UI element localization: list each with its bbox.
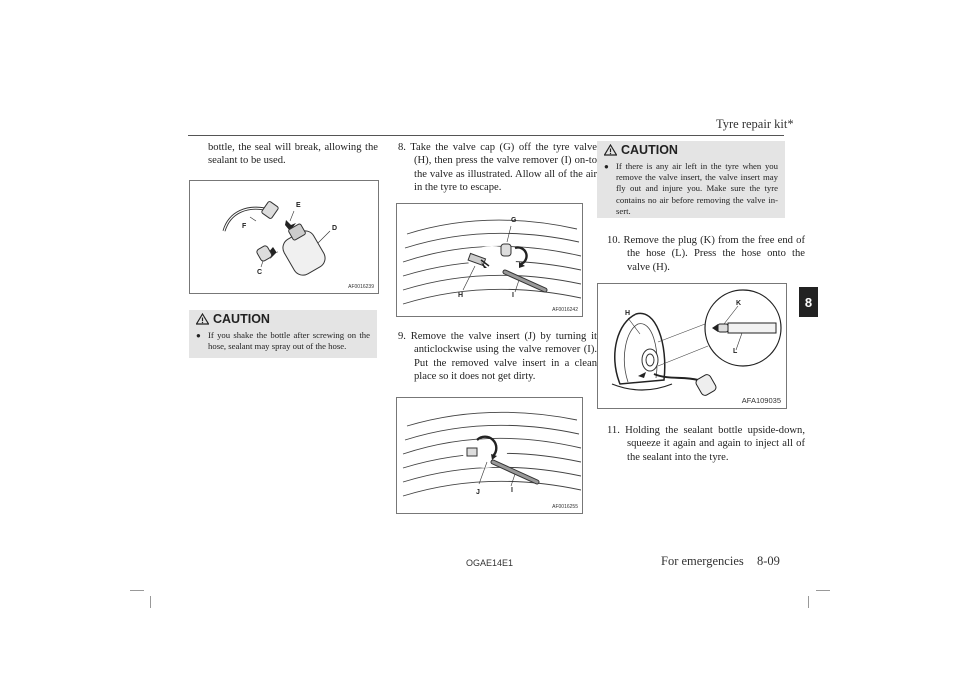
document-code: OGAE14E1 xyxy=(466,558,514,568)
figure1-label-d: D xyxy=(332,225,338,232)
caution-header xyxy=(189,310,377,327)
caution-box-shake xyxy=(189,310,377,358)
figure4-label-k: K xyxy=(736,300,742,307)
figure2-label-g: G xyxy=(511,217,517,224)
header-divider xyxy=(188,135,784,136)
figure4-id: AFA109035 xyxy=(741,396,781,405)
crop-mark xyxy=(808,596,809,608)
figure1-label-e: E xyxy=(296,202,301,209)
figure-hose-valve xyxy=(597,283,787,409)
figure1-id: AF0016239 xyxy=(348,284,374,290)
caution-text: If you shake the bottle after screwing on the hose, sealant may spray out of the hose. xyxy=(208,330,370,352)
chapter-tab[interactable]: 8 xyxy=(799,287,818,317)
bullet-icon: ● xyxy=(196,331,201,340)
figure3-id: AF0016255 xyxy=(552,504,578,510)
figure2-label-i: I xyxy=(512,292,514,299)
figure-valve-cap xyxy=(396,203,583,317)
warning-triangle-icon xyxy=(196,313,209,325)
figure-sealant-bottle xyxy=(189,180,379,294)
figure1-label-c: C xyxy=(257,269,263,276)
caution-heading: CAUTION xyxy=(213,311,270,326)
warning-triangle-icon xyxy=(604,144,617,156)
caution-box-air xyxy=(597,141,785,218)
bullet-icon: ● xyxy=(604,162,609,171)
crop-mark xyxy=(150,596,151,608)
figure4-label-l: L xyxy=(733,348,738,355)
step-10: 10. Remove the plug (K) from the free end of the hose (L). Press the hose onto the valve (H). xyxy=(607,235,805,273)
sealant-bottle-illustration xyxy=(190,181,378,293)
figure2-label-h: H xyxy=(458,292,464,299)
section-title: Tyre repair kit* xyxy=(716,117,794,131)
figure3-label-j: J xyxy=(476,489,480,496)
intro-text: bottle, the seal will break, allowing the sealant to be used. xyxy=(208,142,378,167)
figure1-label-f: F xyxy=(242,223,247,230)
footer-section: For emergencies xyxy=(661,554,744,568)
crop-mark xyxy=(130,590,144,591)
valve-cap-illustration xyxy=(397,204,582,316)
crop-mark xyxy=(816,590,830,591)
step-8: 8. Take the valve cap (G) off the tyre valve (H), then press the valve remover (I) on-to the valve as illustrated. Allow all of the air in the tyre to escape. xyxy=(398,142,597,194)
step-11: 11. Holding the sealant bottle upside-down, squeeze it again and again to inject all of the sealant into the tyre. xyxy=(607,425,805,463)
step-9: 9. Remove the valve insert (J) by turning it anticlockwise using the valve remover (I). Put the removed valve insert in a clean place so it does not get dirty. xyxy=(398,331,597,383)
caution-text-2: If there is any air left in the tyre when you remove the valve insert, the valve insert may fly out and injure you. Make sure the tyre contains no air before removing the valve in-sert. xyxy=(616,161,778,216)
caution-heading-2: CAUTION xyxy=(621,142,678,157)
figure2-id: AF0016242 xyxy=(552,307,578,313)
figure-valve-insert xyxy=(396,397,583,514)
page-number: 8-09 xyxy=(757,554,780,568)
caution-header-2 xyxy=(597,141,785,158)
valve-insert-illustration xyxy=(397,398,582,513)
figure4-label-h: H xyxy=(625,310,631,317)
figure3-label-i: I xyxy=(511,487,513,494)
hose-valve-illustration xyxy=(598,284,786,408)
